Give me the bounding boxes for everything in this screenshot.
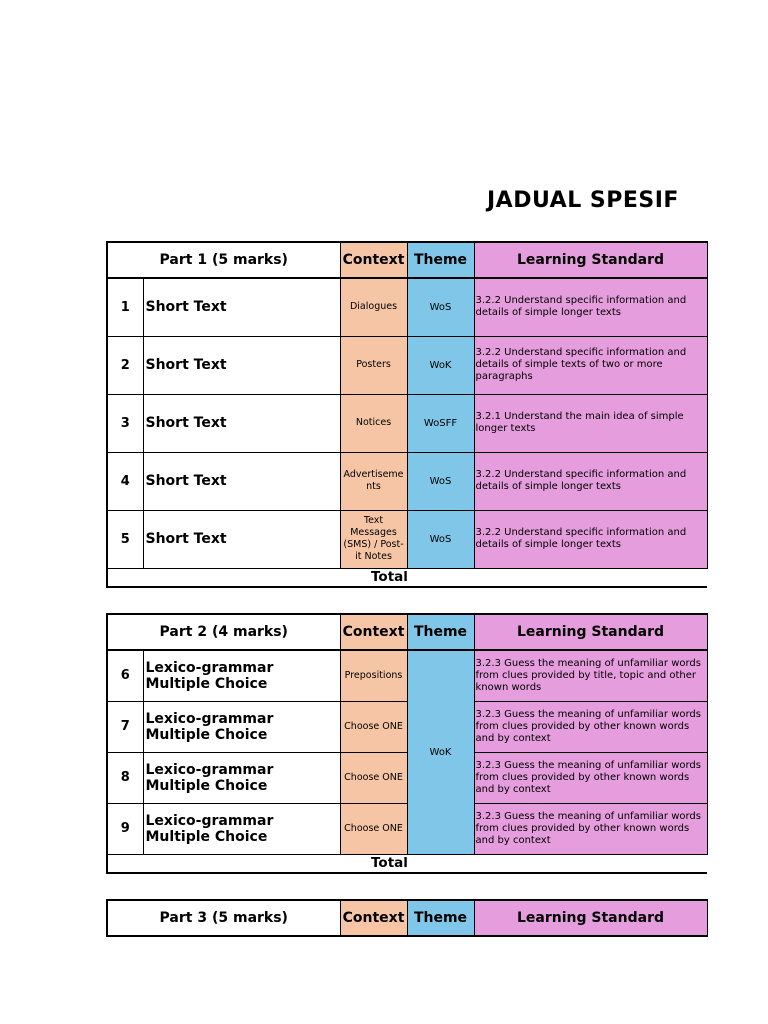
total-label: Total	[143, 568, 707, 587]
theme-cell: WoS	[407, 510, 474, 568]
context-cell: Posters	[340, 336, 407, 394]
table-header-row	[107, 614, 707, 650]
theme-cell: WoK	[407, 650, 474, 854]
learning-standard-cell: 3.2.3 Guess the meaning of unfamiliar words from clues provided by other known words and by context	[474, 803, 707, 854]
theme-heading: Theme	[407, 242, 474, 278]
item-type: Lexico-grammar Multiple Choice	[143, 752, 340, 803]
theme-cell: WoS	[407, 278, 474, 336]
learning-standard-heading: Learning Standard	[474, 242, 707, 278]
context-cell: Text Messages (SMS) / Post-it Notes	[340, 510, 407, 568]
theme-heading: Theme	[407, 900, 474, 936]
item-type: Short Text	[143, 278, 340, 336]
question-number: 3	[107, 394, 143, 452]
learning-standard-cell: 3.2.1 Understand the main idea of simple longer texts	[474, 394, 707, 452]
part-heading: Part 3 (5 marks)	[107, 900, 340, 936]
table-row	[107, 336, 707, 394]
total-row	[107, 854, 707, 873]
theme-cell: WoSFF	[407, 394, 474, 452]
context-cell: Choose ONE	[340, 803, 407, 854]
item-type: Short Text	[143, 394, 340, 452]
context-cell: Notices	[340, 394, 407, 452]
table-row	[107, 701, 707, 752]
question-number: 5	[107, 510, 143, 568]
item-type: Lexico-grammar Multiple Choice	[143, 701, 340, 752]
learning-standard-cell: 3.2.3 Guess the meaning of unfamiliar words from clues provided by other known words and by context	[474, 752, 707, 803]
item-type: Short Text	[143, 336, 340, 394]
learning-standard-cell: 3.2.2 Understand specific information and details of simple texts of two or more paragraphs	[474, 336, 707, 394]
question-number: 1	[107, 278, 143, 336]
table-row	[107, 650, 707, 701]
table-row	[107, 510, 707, 568]
learning-standard-cell: 3.2.2 Understand specific information and details of simple longer texts	[474, 452, 707, 510]
learning-standard-cell: 3.2.2 Understand specific information and details of simple longer texts	[474, 510, 707, 568]
table-header-row	[107, 242, 707, 278]
context-heading: Context	[340, 242, 407, 278]
learning-standard-heading: Learning Standard	[474, 614, 707, 650]
theme-cell: WoS	[407, 452, 474, 510]
learning-standard-cell: 3.2.2 Understand specific information and details of simple longer texts	[474, 278, 707, 336]
part-heading: Part 2 (4 marks)	[107, 614, 340, 650]
question-number: 4	[107, 452, 143, 510]
total-row	[107, 568, 707, 587]
question-number: 7	[107, 701, 143, 752]
item-type: Lexico-grammar Multiple Choice	[143, 650, 340, 701]
part-1-table	[106, 241, 687, 588]
context-heading: Context	[340, 614, 407, 650]
item-type: Lexico-grammar Multiple Choice	[143, 803, 340, 854]
part-3-table	[106, 899, 670, 937]
table-header-row	[107, 900, 707, 936]
table-row	[107, 278, 707, 336]
part-2-table	[106, 613, 701, 874]
context-cell: Dialogues	[340, 278, 407, 336]
theme-heading: Theme	[407, 614, 474, 650]
learning-standard-heading: Learning Standard	[474, 900, 707, 936]
question-number: 6	[107, 650, 143, 701]
question-number: 9	[107, 803, 143, 854]
context-cell: Prepositions	[340, 650, 407, 701]
context-heading: Context	[340, 900, 407, 936]
theme-cell: WoK	[407, 336, 474, 394]
context-cell: Choose ONE	[340, 701, 407, 752]
context-cell: Choose ONE	[340, 752, 407, 803]
learning-standard-cell: 3.2.3 Guess the meaning of unfamiliar words from clues provided by other known words and by context	[474, 701, 707, 752]
learning-standard-cell: 3.2.3 Guess the meaning of unfamiliar words from clues provided by title, topic and other known words	[474, 650, 707, 701]
question-number: 8	[107, 752, 143, 803]
table-row	[107, 752, 707, 803]
part-heading: Part 1 (5 marks)	[107, 242, 340, 278]
question-number: 2	[107, 336, 143, 394]
item-type: Short Text	[143, 452, 340, 510]
context-cell: Advertiseme nts	[340, 452, 407, 510]
page-title: JADUAL SPESIF	[487, 188, 679, 213]
total-label: Total	[143, 854, 707, 873]
table-row	[107, 394, 707, 452]
item-type: Short Text	[143, 510, 340, 568]
table-row	[107, 803, 707, 854]
table-row	[107, 452, 707, 510]
